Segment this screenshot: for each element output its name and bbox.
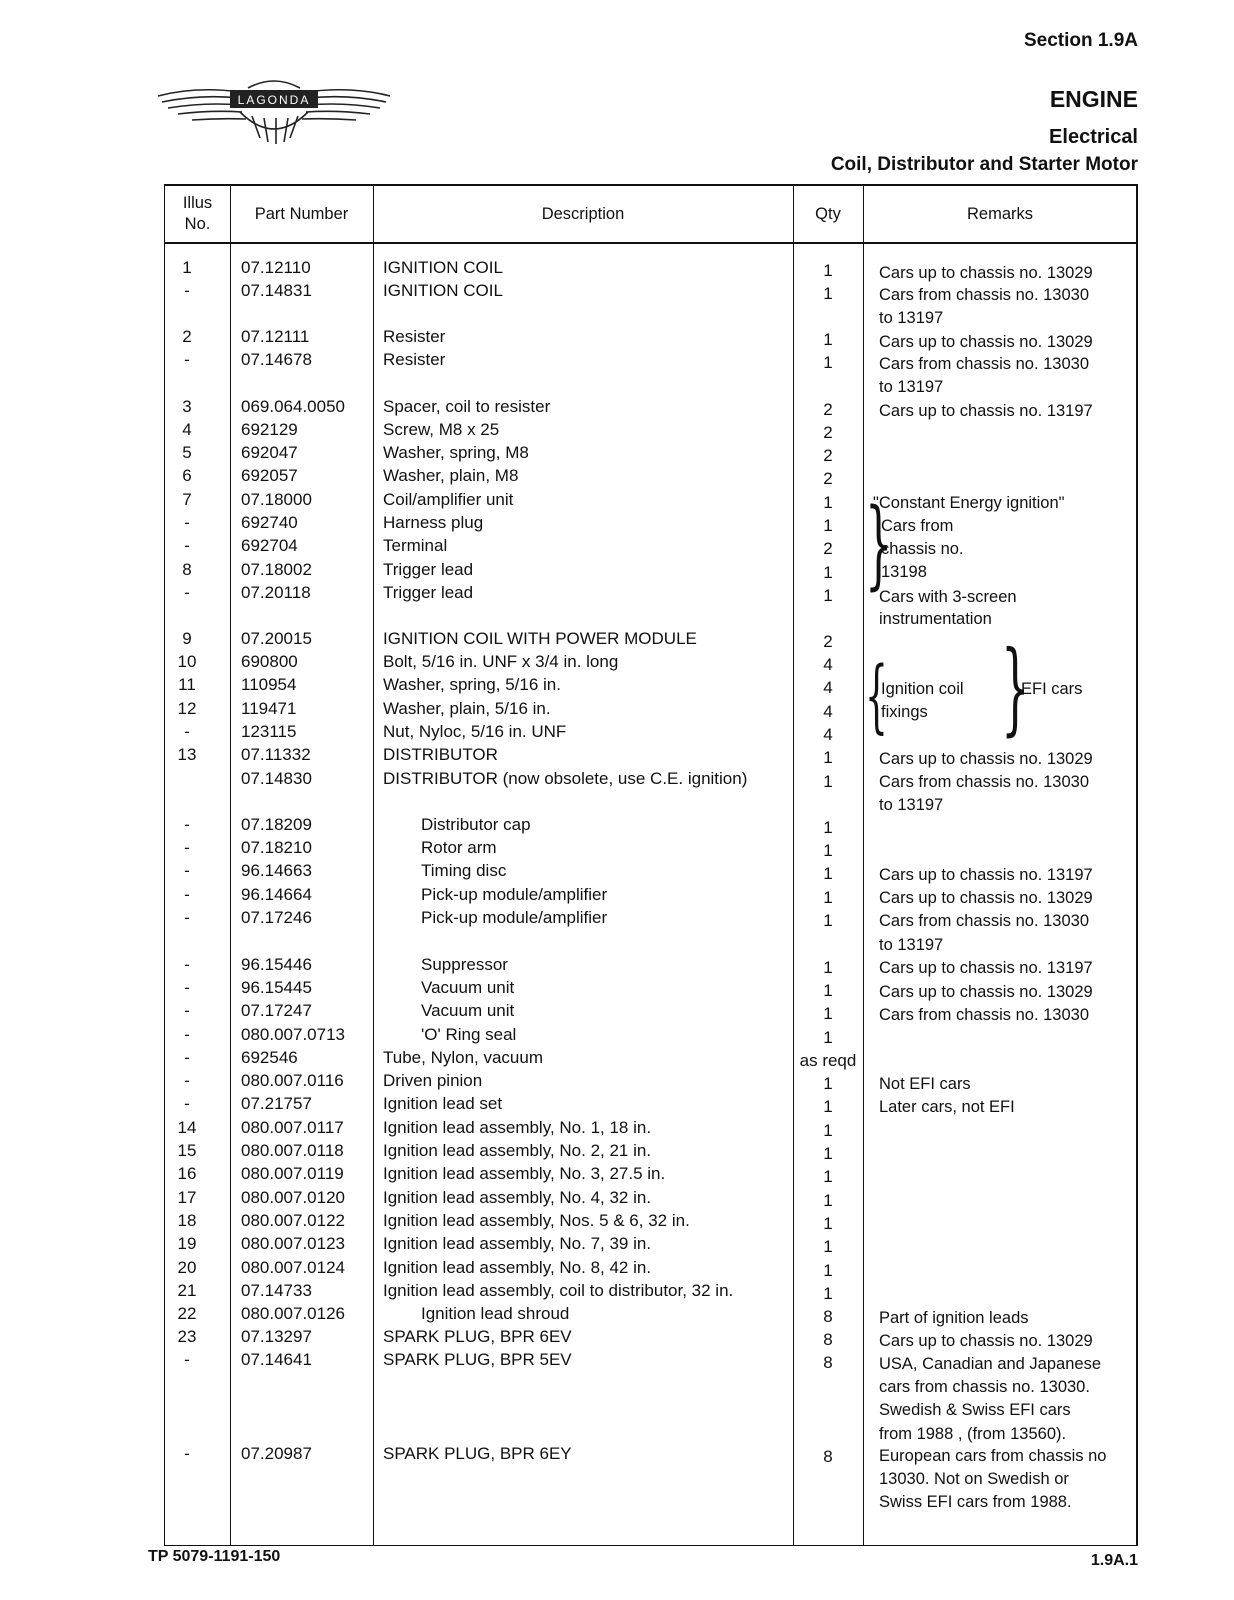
illus-number: 8 [182, 560, 192, 579]
lagonda-logo [156, 76, 392, 154]
part-description: IGNITION COIL [383, 281, 503, 300]
illus-number: - [184, 722, 190, 741]
quantity: as reqd [799, 1051, 857, 1070]
part-description: Distributor cap [421, 815, 531, 834]
part-number: 692057 [241, 466, 298, 485]
part-number: 080.007.0116 [241, 1071, 344, 1090]
illus-number: 3 [182, 397, 192, 416]
part-description: Terminal [383, 536, 448, 555]
part-number: 07.20987 [241, 1444, 312, 1463]
column-divider [230, 186, 231, 1545]
illus-number: 2 [182, 327, 192, 346]
illus-number: 21 [177, 1281, 197, 1300]
illus-number: - [184, 1094, 190, 1113]
part-description: Ignition lead assembly, coil to distributor, 32 in. [383, 1281, 734, 1300]
left-brace: { [865, 649, 888, 742]
part-number: 96.14663 [241, 861, 312, 880]
quantity: 1 [823, 864, 833, 883]
part-description: Trigger lead [383, 583, 474, 602]
part-number: 069.064.0050 [241, 397, 345, 416]
part-number: 080.007.0126 [241, 1304, 345, 1323]
part-number: 96.14664 [241, 885, 312, 904]
part-description: DISTRIBUTOR [383, 745, 498, 764]
part-description: SPARK PLUG, BPR 5EV [383, 1350, 572, 1369]
column-header-qty: Qty [815, 204, 841, 223]
part-description: Resister [383, 350, 446, 369]
quantity: 1 [823, 818, 833, 837]
quantity: 1 [823, 1191, 833, 1210]
part-description: Tube, Nylon, vacuum [383, 1048, 543, 1067]
part-number: 07.14678 [241, 350, 312, 369]
part-number: 690800 [241, 652, 298, 671]
part-description: Washer, spring, M8 [383, 443, 529, 462]
remark-line: Later cars, not EFI [879, 1098, 1015, 1116]
part-number: 96.15445 [241, 978, 312, 997]
illus-number: 14 [177, 1118, 197, 1137]
illus-number: - [184, 583, 190, 602]
remark-line: to 13197 [879, 378, 944, 396]
part-number: 07.12110 [241, 258, 311, 277]
part-number: 080.007.0118 [241, 1141, 344, 1160]
column-header-part-number: Part Number [254, 204, 349, 223]
column-header-remarks: Remarks [966, 204, 1033, 223]
part-description: 'O' Ring seal [421, 1025, 517, 1044]
quantity: 1 [823, 1074, 833, 1093]
part-description: Ignition lead assembly, No. 7, 39 in. [383, 1234, 652, 1253]
part-number: 123115 [241, 722, 297, 741]
remark-line: Cars up to chassis no. 13197 [879, 402, 1093, 420]
part-number: 07.18209 [241, 815, 312, 834]
part-description: Ignition lead assembly, Nos. 5 & 6, 32 in. [383, 1211, 690, 1230]
illus-number: 18 [177, 1211, 197, 1230]
part-number: 07.13297 [241, 1327, 312, 1346]
part-number: 07.20015 [241, 629, 312, 648]
illus-number: - [184, 908, 190, 927]
part-description: SPARK PLUG, BPR 6EY [383, 1444, 572, 1463]
part-description: Ignition lead assembly, No. 4, 32 in. [383, 1188, 652, 1207]
remark-line: Swiss EFI cars from 1988. [879, 1493, 1072, 1511]
part-number: 07.18210 [241, 838, 312, 857]
remark-line: European cars from chassis no [879, 1447, 1107, 1465]
illus-number: - [184, 815, 190, 834]
illus-number: 13 [177, 745, 197, 764]
quantity: 1 [823, 1097, 833, 1116]
quantity: 8 [823, 1307, 833, 1326]
part-description: IGNITION COIL WITH POWER MODULE [383, 629, 697, 648]
illus-number: 11 [178, 675, 196, 694]
remark-line: Cars from [881, 517, 954, 535]
part-number: 07.18002 [241, 560, 312, 579]
remark-line: fixings [881, 703, 928, 721]
quantity: 2 [823, 539, 833, 558]
illus-number: 12 [177, 699, 197, 718]
part-number: 080.007.0123 [241, 1234, 345, 1253]
remark-line: EFI cars [1021, 680, 1083, 698]
quantity: 1 [823, 1144, 833, 1163]
quantity: 4 [823, 725, 833, 744]
right-brace: } [1001, 629, 1030, 746]
part-description: Ignition lead assembly, No. 1, 18 in. [383, 1118, 652, 1137]
quantity: 8 [823, 1447, 833, 1466]
part-description: Ignition lead shroud [421, 1304, 570, 1323]
quantity: 1 [823, 1121, 833, 1140]
remark-line: Cars up to chassis no. 13029 [879, 750, 1093, 768]
quantity: 1 [823, 981, 833, 1000]
quantity: 8 [823, 1353, 833, 1372]
illus-number: 9 [182, 629, 192, 648]
header-divider [165, 242, 1136, 244]
remark-line: Cars up to chassis no. 13197 [879, 866, 1093, 884]
illus-number: 19 [177, 1234, 197, 1253]
illus-number: - [184, 1025, 190, 1044]
part-number: 07.14733 [241, 1281, 312, 1300]
part-number: 692740 [241, 513, 298, 532]
quantity: 1 [823, 1261, 833, 1280]
part-number: 080.007.0122 [241, 1211, 345, 1230]
part-number: 692704 [241, 536, 298, 555]
illus-number: 6 [182, 466, 192, 485]
part-number: 110954 [241, 675, 297, 694]
part-number: 692047 [241, 443, 298, 462]
illus-number: - [184, 838, 190, 857]
illus-number: 17 [177, 1188, 197, 1207]
column-divider [863, 186, 864, 1545]
part-number: 692546 [241, 1048, 298, 1067]
part-description: Timing disc [421, 861, 507, 880]
part-description: Pick-up module/amplifier [421, 885, 608, 904]
part-description: Screw, M8 x 25 [383, 420, 500, 439]
part-number: 080.007.0713 [241, 1025, 345, 1044]
part-number: 07.20118 [241, 583, 311, 602]
part-number: 692129 [241, 420, 298, 439]
remark-line: to 13197 [879, 796, 944, 814]
quantity: 1 [823, 330, 833, 349]
part-description: Spacer, coil to resister [383, 397, 551, 416]
illus-number: 23 [177, 1327, 197, 1346]
illus-number: - [184, 1048, 190, 1067]
page-number: 1.9A.1 [1090, 1552, 1138, 1569]
part-number: 07.11332 [241, 745, 311, 764]
part-number: 119471 [241, 699, 297, 718]
quantity: 1 [823, 748, 833, 767]
illus-number: - [184, 513, 190, 532]
quantity: 4 [823, 655, 833, 674]
part-description: Driven pinion [383, 1071, 483, 1090]
illus-number: 22 [177, 1304, 197, 1323]
remark-line: Cars from chassis no. 13030 [879, 912, 1090, 930]
illus-number: - [184, 1001, 190, 1020]
part-description: Resister [383, 327, 446, 346]
remark-line: Cars up to chassis no. 13029 [879, 1332, 1093, 1350]
illus-number: - [184, 536, 190, 555]
section-label: Section 1.9A [1023, 30, 1138, 51]
illus-number: - [184, 281, 190, 300]
remark-line: Cars from chassis no. 13030 [879, 773, 1090, 791]
part-description: Coil/amplifier unit [383, 490, 514, 509]
part-description: Washer, plain, 5/16 in. [383, 699, 551, 718]
part-description: SPARK PLUG, BPR 6EV [383, 1327, 572, 1346]
illus-number: 16 [177, 1164, 197, 1183]
part-description: Bolt, 5/16 in. UNF x 3/4 in. long [383, 652, 619, 671]
part-number: 080.007.0119 [241, 1164, 344, 1183]
page-subtitle-coil: Coil, Distributor and Starter Motor [830, 154, 1138, 175]
remark-line: Part of ignition leads [879, 1309, 1029, 1327]
remark-line: Cars up to chassis no. 13029 [879, 264, 1093, 282]
part-number: 080.007.0124 [241, 1258, 345, 1277]
part-description: Washer, plain, M8 [383, 466, 519, 485]
remark-line: Cars up to chassis no. 13029 [879, 333, 1093, 351]
remark-line: Not EFI cars [879, 1075, 971, 1093]
quantity: 2 [823, 400, 833, 419]
part-description: Vacuum unit [421, 978, 515, 997]
quantity: 1 [823, 958, 833, 977]
remark-line: USA, Canadian and Japanese [879, 1355, 1101, 1373]
remark-line: Cars from chassis no. 13030 [879, 1006, 1090, 1024]
quantity: 1 [823, 1214, 833, 1233]
remark-line: Cars up to chassis no. 13029 [879, 983, 1093, 1001]
illus-number: - [184, 861, 190, 880]
page-title: ENGINE [1049, 86, 1138, 112]
part-description: Suppressor [421, 955, 508, 974]
quantity: 1 [823, 261, 833, 280]
remark-line: chassis no. [881, 540, 964, 558]
illus-number: - [184, 1444, 190, 1463]
remark-line: Ignition coil [881, 680, 964, 698]
part-description: Ignition lead assembly, No. 3, 27.5 in. [383, 1164, 666, 1183]
right-brace: } [865, 488, 893, 600]
part-description: Ignition lead assembly, No. 2, 21 in. [383, 1141, 652, 1160]
illus-number: - [184, 885, 190, 904]
quantity: 4 [823, 702, 833, 721]
remark-line: Cars with 3-screen [879, 588, 1017, 606]
part-description: Washer, spring, 5/16 in. [383, 675, 561, 694]
column-header-description: Description [541, 204, 625, 223]
quantity: 1 [823, 772, 833, 791]
remark-line: Cars from chassis no. 13030 [879, 286, 1090, 304]
illus-number: - [184, 978, 190, 997]
footer-reference: TP 5079-1191-150 [148, 1548, 281, 1565]
part-description: Harness plug [383, 513, 484, 532]
illus-number: 5 [182, 443, 192, 462]
remark-line: Cars from chassis no. 13030 [879, 355, 1090, 373]
remark-line: to 13197 [879, 936, 944, 954]
quantity: 1 [823, 563, 833, 582]
remark-line: instrumentation [879, 610, 992, 628]
illus-number: 20 [177, 1258, 197, 1277]
illus-number: 15 [177, 1141, 197, 1160]
remark-line: 13198 [881, 563, 927, 581]
part-description: IGNITION COIL [383, 258, 503, 277]
quantity: 1 [823, 493, 833, 512]
part-description: Ignition lead set [383, 1094, 503, 1113]
remark-line: 13030. Not on Swedish or [879, 1470, 1069, 1488]
quantity: 1 [823, 516, 833, 535]
quantity: 2 [823, 632, 833, 651]
quantity: 1 [823, 1028, 833, 1047]
quantity: 1 [823, 911, 833, 930]
column-header-illus: Illus No. [182, 194, 213, 233]
quantity: 1 [823, 353, 833, 372]
quantity: 1 [823, 841, 833, 860]
illus-number: - [184, 955, 190, 974]
part-number: 080.007.0117 [241, 1118, 344, 1137]
part-description: Trigger lead [383, 560, 474, 579]
part-number: 07.17247 [241, 1001, 312, 1020]
part-number: 07.14641 [241, 1350, 312, 1369]
part-number: 07.21757 [241, 1094, 312, 1113]
remark-line: to 13197 [879, 309, 944, 327]
quantity: 1 [823, 1284, 833, 1303]
illus-number: - [184, 1350, 190, 1369]
illus-number: 1 [182, 258, 192, 277]
part-description: Rotor arm [421, 838, 497, 857]
quantity: 2 [823, 469, 833, 488]
remark-line: Swedish & Swiss EFI cars [879, 1401, 1071, 1419]
illus-number: 10 [177, 652, 197, 671]
illus-number: 4 [182, 420, 192, 439]
part-number: 080.007.0120 [241, 1188, 345, 1207]
parts-table [164, 184, 1138, 1546]
svg-text:LAGONDA: LAGONDA [237, 93, 311, 107]
quantity: 2 [823, 446, 833, 465]
quantity: 1 [823, 888, 833, 907]
illus-number: - [184, 350, 190, 369]
column-divider [373, 186, 374, 1545]
quantity: 2 [823, 423, 833, 442]
part-description: DISTRIBUTOR (now obsolete, use C.E. ignition) [383, 769, 748, 788]
remark-line: cars from chassis no. 13030. [879, 1378, 1090, 1396]
quantity: 4 [823, 678, 833, 697]
part-number: 07.12111 [241, 327, 310, 346]
remark-line: from 1988 , (from 13560). [879, 1425, 1067, 1443]
illus-number: 7 [182, 490, 192, 509]
quantity: 1 [823, 1167, 833, 1186]
remark-line: Cars up to chassis no. 13197 [879, 959, 1093, 977]
quantity: 8 [823, 1330, 833, 1349]
part-number: 07.14831 [241, 281, 312, 300]
page-subtitle-electrical: Electrical [1049, 126, 1138, 148]
quantity: 1 [823, 284, 833, 303]
part-number: 96.15446 [241, 955, 312, 974]
part-number: 07.17246 [241, 908, 312, 927]
quantity: 1 [823, 1004, 833, 1023]
quantity: 1 [823, 586, 833, 605]
part-number: 07.14830 [241, 769, 312, 788]
quantity: 1 [823, 1237, 833, 1256]
part-description: Pick-up module/amplifier [421, 908, 608, 927]
part-description: Vacuum unit [421, 1001, 515, 1020]
remark-line: "Constant Energy ignition" [873, 494, 1065, 512]
illus-number: - [184, 1071, 190, 1090]
part-number: 07.18000 [241, 490, 312, 509]
remark-line: Cars up to chassis no. 13029 [879, 889, 1093, 907]
part-description: Nut, Nyloc, 5/16 in. UNF [383, 722, 567, 741]
part-description: Ignition lead assembly, No. 8, 42 in. [383, 1258, 652, 1277]
